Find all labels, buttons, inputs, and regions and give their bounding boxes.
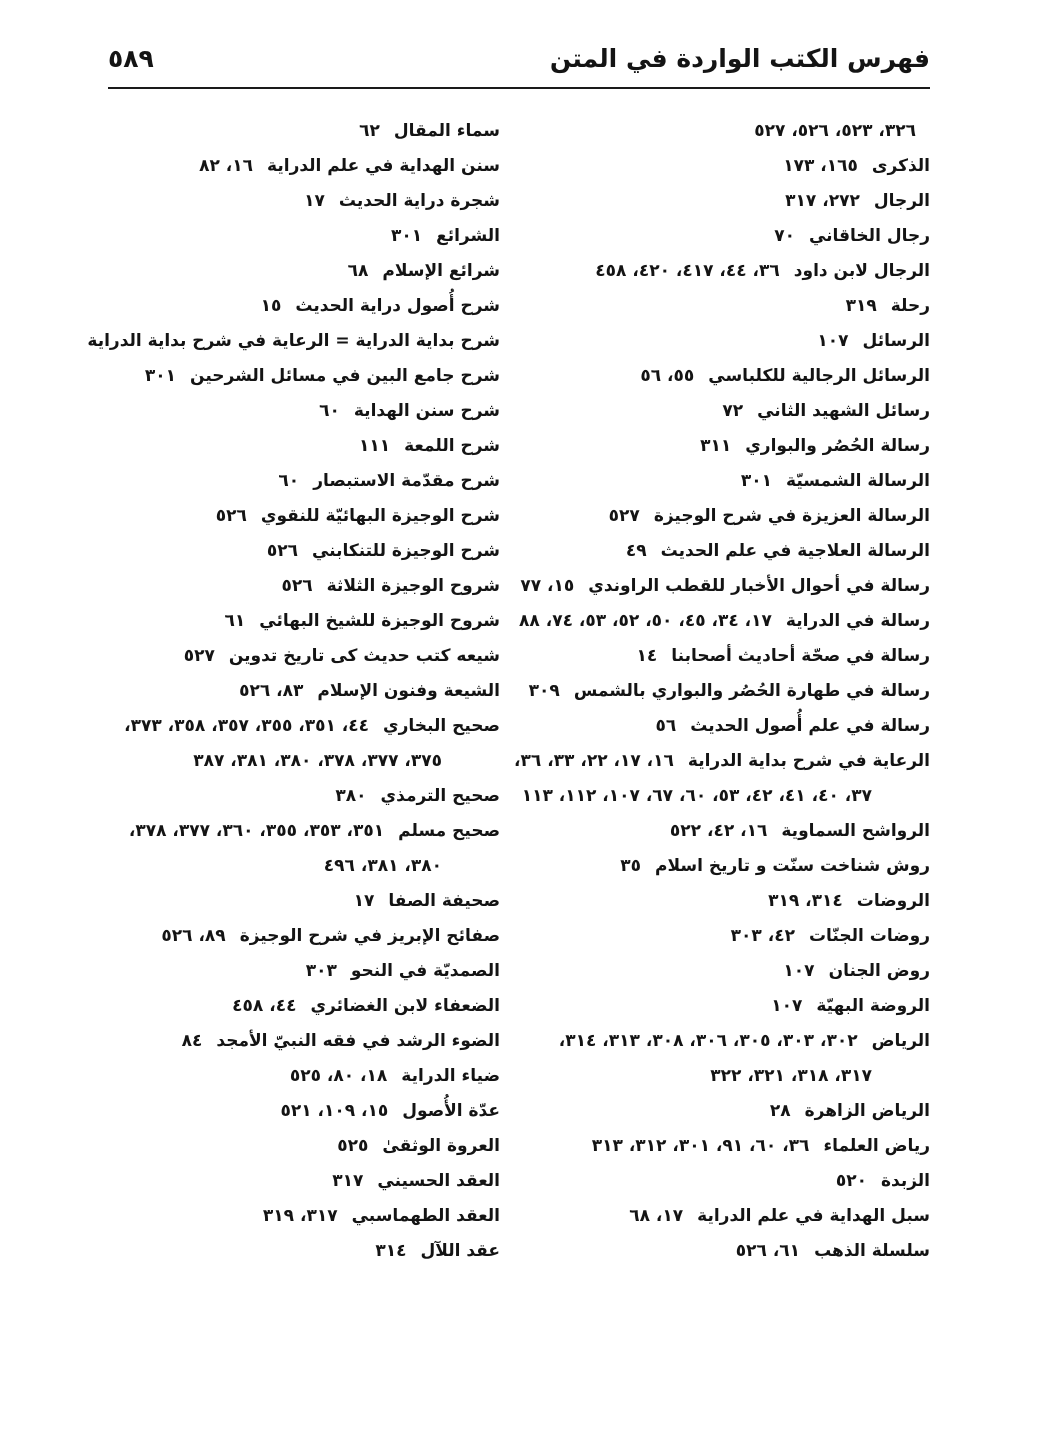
entry-title: شرح جامع البين في مسائل الشرحين [190,366,500,386]
entry-title: شرح الوجيزة للتنكابني [311,541,500,561]
index-entry [550,884,930,919]
index-entry [550,534,930,569]
page-number: ٥٨٩ [108,44,154,73]
entry-title: رسالة في صحّة أحاديث أصحابنا [671,646,930,666]
index-entry [550,464,930,499]
entry-page-numbers: ٣٥ [620,856,641,876]
index-entry [550,359,930,394]
entry-page-numbers: ٦٢ [359,121,380,141]
entry-title: الرياض الزاهرة [804,1101,930,1121]
entry-title: الشيعة وفنون الإسلام [317,681,500,701]
entry-page-numbers: ١٧، ٦٨ [629,1206,684,1226]
index-entry [550,149,930,184]
entry-title: الصمديّة في النحو [350,961,500,981]
index-entry [550,114,930,149]
entry-title: الرجال لابن داود [793,261,930,281]
entry-page-numbers: ٥٦ [655,716,677,736]
entry-title: الرسائل الرجالية للكلباسي [708,366,930,386]
entry-title: سنن الهداية في علم الدراية [267,156,500,176]
entry-title: رسالة في أحوال الأخبار للقطب الراوندي [588,576,930,596]
entry-page-numbers: ٢٨ [769,1101,791,1121]
entry-page-numbers: ٥٢٦ [281,576,313,596]
entry-page-numbers: ١٠٧ [817,331,849,351]
entry-title: شرح مقدّمة الاستبصار [313,471,500,491]
entry-title: العقد الحسيني [377,1171,500,1191]
index-entry [105,1234,500,1269]
entry-title: سماء المقال [393,121,500,141]
page-header [108,38,930,88]
index-entry [105,1129,500,1164]
entry-page-numbers: ٤٩ [625,541,647,561]
entry-title: صحيح مسلم [398,821,500,841]
entry-page-numbers-continued: ٣١٧، ٣١٨، ٣٢١، ٣٢٢ [710,1066,872,1086]
entry-title: الرجال [873,191,930,211]
entry-title: سلسلة الذهب [814,1241,930,1261]
entry-title: الروضة البهيّة [816,996,930,1016]
entry-title: الضوء الرشد في فقه النبيّ الأمجد [216,1031,500,1051]
entry-page-numbers: ١٦٥، ١٧٣ [783,156,858,176]
index-entry [105,499,500,534]
index-entry [105,884,500,919]
entry-title: الزبدة [880,1171,930,1191]
index-entry [550,429,930,464]
index-entry [550,394,930,429]
entry-page-numbers: ١٦، ١٧، ٢٢، ٣٣، ٣٦، [514,751,674,771]
entry-page-numbers: ٦١ [224,611,246,631]
index-entry [105,674,500,709]
entry-title: ضياء الدراية [401,1066,500,1086]
entry-title: الرسائل [862,331,930,351]
entry-title: رجال الخاقاني [808,226,930,246]
entry-page-numbers: ٣٠١ [740,471,773,491]
index-entry [550,1129,930,1164]
entry-page-numbers: ٥٥، ٥٦ [640,366,695,386]
entry-title: رسالة في طهارة الحُصُر والبواري بالشمس [573,681,930,701]
entry-title: شرائع الإسلام [382,261,500,281]
entry-title: روض الجنان [828,961,930,981]
entry-title: شرح سنن الهداية [353,401,500,421]
index-entry [550,989,930,1024]
entry-page-numbers: ٦٠ [319,401,340,421]
index-entry [550,919,930,954]
index-entry [528,674,930,709]
index-entry [550,709,930,744]
entry-page-numbers-continued: ٣٧، ٤٠، ٤١، ٤٢، ٥٣، ٦٠، ٦٧، ١٠٧، ١١٢، ١١٣ [521,786,872,806]
index-entry [105,709,500,779]
entry-title: الشرائع [436,226,500,246]
entry-title: صفائح الإبريز في شرح الوجيزة [239,926,500,946]
entry-page-numbers: ١٤ [636,646,658,666]
index-entry [550,1024,930,1094]
entry-page-numbers: ٣٥١، ٣٥٣، ٣٥٥، ٣٦٠، ٣٧٧، ٣٧٨، [128,821,385,841]
entry-title: رياض العلماء [823,1136,930,1156]
entry-title: الرياض [871,1031,930,1051]
index-entry [520,569,930,604]
index-entry [550,849,930,884]
entry-title: شرح أُصول دراية الحديث [295,296,500,316]
entry-page-numbers: ٣٢٦، ٥٢٣، ٥٢٦، ٥٢٧ [754,121,916,141]
entry-page-numbers: ١٧ [353,891,375,911]
entry-page-numbers: ٧٢ [722,401,744,421]
index-entry [550,499,930,534]
entry-page-numbers: ٣٠٣ [305,961,337,981]
entry-title: صحيح البخاري [383,716,500,736]
entry-page-numbers: ٤٤، ٣٥١، ٣٥٥، ٣٥٧، ٣٥٨، ٣٧٣، [124,716,370,736]
entry-title: رسالة في الدراية [785,611,930,631]
index-entry [550,954,930,989]
entry-page-numbers: ١١١ [358,436,391,456]
index-entry [105,1199,500,1234]
entry-page-numbers-continued: ٣٨٠، ٣٨١، ٤٩٦ [323,856,442,876]
index-entry [550,184,930,219]
entry-title: الذكرى [871,156,930,176]
entry-title: صحيح الترمذي [380,786,500,806]
index-entry [550,1164,930,1199]
entry-page-numbers: ٣٠١ [144,366,177,386]
entry-title: شرح اللمعة [404,436,500,456]
entry-title: الرسالة العزيزة في شرح الوجيزة [653,506,930,526]
entry-page-numbers: ٣٨٠ [335,786,367,806]
entry-title: الروضات [856,891,930,911]
entry-title: صحيفة الصفا [388,891,500,911]
entry-page-numbers: ٥٢٧ [608,506,640,526]
entry-title: شروح الوجيزة الثلاثة [326,576,500,596]
entry-title: شرح الوجيزة البهائيّة للنقوي [260,506,500,526]
entry-page-numbers: ٧٠ [774,226,795,246]
entry-title: شجرة دراية الحديث [338,191,500,211]
index-column-right [514,114,930,1269]
entry-page-numbers: ١٧ [304,191,325,211]
index-entry [105,219,500,254]
index-entry [519,604,930,639]
index-entry [105,1164,500,1199]
index-entry [105,1094,500,1129]
index-entry [514,744,930,814]
index-entry [87,324,500,359]
index-column-left [87,114,500,1269]
entry-title: رسالة في علم أُصول الحديث [690,716,930,736]
entry-title: شيعه كتب حديث كى تاريخ تدوين [228,646,500,666]
entry-title: الرعاية في شرح بداية الدراية [687,751,930,771]
entry-title: سبل الهداية في علم الدراية [697,1206,930,1226]
entry-page-numbers: ١٧، ٣٤، ٤٥، ٥٠، ٥٢، ٥٣، ٧٤، ٨٨ [519,611,772,631]
entry-page-numbers: ٦١، ٥٢٦ [735,1241,801,1261]
index-entry [105,114,500,149]
entry-page-numbers: ٣١٤ [375,1241,407,1261]
entry-page-numbers: ٨٩، ٥٢٦ [161,926,226,946]
entry-title: الرسالة الشمسيّة [786,471,930,491]
index-entry [550,639,930,674]
entry-page-numbers: ٣٦، ٦٠، ٩١، ٣٠١، ٣١٢، ٣١٣ [591,1136,810,1156]
index-entry [550,289,930,324]
index-entry [105,1024,500,1059]
entry-page-numbers: ٣١٧، ٣١٩ [262,1206,338,1226]
entry-page-numbers: ٥٢٠ [835,1171,867,1191]
entry-page-numbers: ٤٢، ٣٠٣ [730,926,795,946]
index-entry [550,814,930,849]
entry-page-numbers: ١٦، ٤٢، ٥٢٢ [669,821,768,841]
index-entry [105,149,500,184]
header-rule [108,87,930,89]
index-entry [105,1059,500,1094]
index-entry [550,219,930,254]
entry-page-numbers: ١٥ [260,296,282,316]
entry-title: الضعفاء لابن الغضائري [310,996,500,1016]
index-entry [105,919,500,954]
entry-title: الرسالة العلاجية في علم الحديث [660,541,930,561]
index-entry [550,1094,930,1129]
entry-title: شروح الوجيزة للشيخ البهائي [259,611,500,631]
entry-title: رسائل الشهيد الثاني [757,401,930,421]
entry-page-numbers: ٦٠ [278,471,300,491]
index-entry [550,1234,930,1269]
index-entry [105,954,500,989]
entry-title: روضات الجنّات [808,926,930,946]
index-entry [550,324,930,359]
entry-title: عدّة الأُصول [402,1101,500,1121]
entry-page-numbers: ٣١١ [700,436,732,456]
entry-page-numbers: ٣٦، ٤٤، ٤١٧، ٤٢٠، ٤٥٨ [595,261,780,281]
entry-page-numbers: ٦٨ [347,261,369,281]
entry-page-numbers: ٣٠١ [390,226,423,246]
running-title: فهرس الكتب الواردة في المتن [549,44,930,73]
entry-page-numbers: ١٥، ١٠٩، ٥٢١ [280,1101,389,1121]
entry-title: العقد الطهماسبي [351,1206,500,1226]
entry-page-numbers: ٥٢٦ [215,506,247,526]
entry-title: روش شناخت سنّت و تاريخ اسلام [654,856,930,876]
entry-page-numbers-continued: ٣٧٥، ٣٧٧، ٣٧٨، ٣٨٠، ٣٨١، ٣٨٧ [193,751,442,771]
index-entry [105,359,500,394]
entry-title: الرواشح السماوية [781,821,930,841]
index-entry [105,569,500,604]
entry-page-numbers: ٥٢٥ [337,1136,369,1156]
entry-page-numbers: ٣١٩ [845,296,877,316]
entry-page-numbers: ٣١٧ [332,1171,364,1191]
index-entry [105,464,500,499]
entry-title: رسالة الحُصُر والبواري [745,436,930,456]
index-entry [105,604,500,639]
entry-page-numbers: ١٥، ٧٧ [520,576,575,596]
entry-page-numbers: ١٠٧ [771,996,803,1016]
entry-page-numbers: ٣١٤، ٣١٩ [768,891,843,911]
entry-page-numbers: ١٦، ٨٢ [199,156,254,176]
index-entry [105,989,500,1024]
entry-page-numbers: ٨٤ [181,1031,203,1051]
entry-title: العروة الوثقىٰ [382,1136,500,1156]
entry-page-numbers: ١٠٧ [783,961,815,981]
index-entry [105,289,500,324]
index-entry [105,394,500,429]
entry-page-numbers: ٢٧٢، ٣١٧ [785,191,860,211]
index-entry [105,254,500,289]
entry-page-numbers: ٥٢٧ [183,646,215,666]
index-entry [105,779,500,814]
index-entry [105,184,500,219]
index-entry [550,1199,930,1234]
entry-page-numbers: ٣٠٩ [528,681,560,701]
index-entry [105,534,500,569]
entry-page-numbers: ١٨، ٨٠، ٥٢٥ [289,1066,388,1086]
index-entry [105,814,500,884]
entry-page-numbers: ٨٣، ٥٢٦ [239,681,304,701]
index-entry [550,254,930,289]
entry-title: شرح بداية الدراية = الرعاية في شرح بداية الدراية [87,331,500,351]
entry-page-numbers: ٤٤، ٤٥٨ [232,996,297,1016]
entry-page-numbers: ٣٠٢، ٣٠٣، ٣٠٥، ٣٠٦، ٣٠٨، ٣١٣، ٣١٤، [558,1031,858,1051]
entry-title: رحلة [890,296,930,316]
index-entry [105,429,500,464]
entry-page-numbers: ٥٢٦ [266,541,298,561]
entry-title: عقد اللآل [420,1241,500,1261]
index-entry [105,639,500,674]
